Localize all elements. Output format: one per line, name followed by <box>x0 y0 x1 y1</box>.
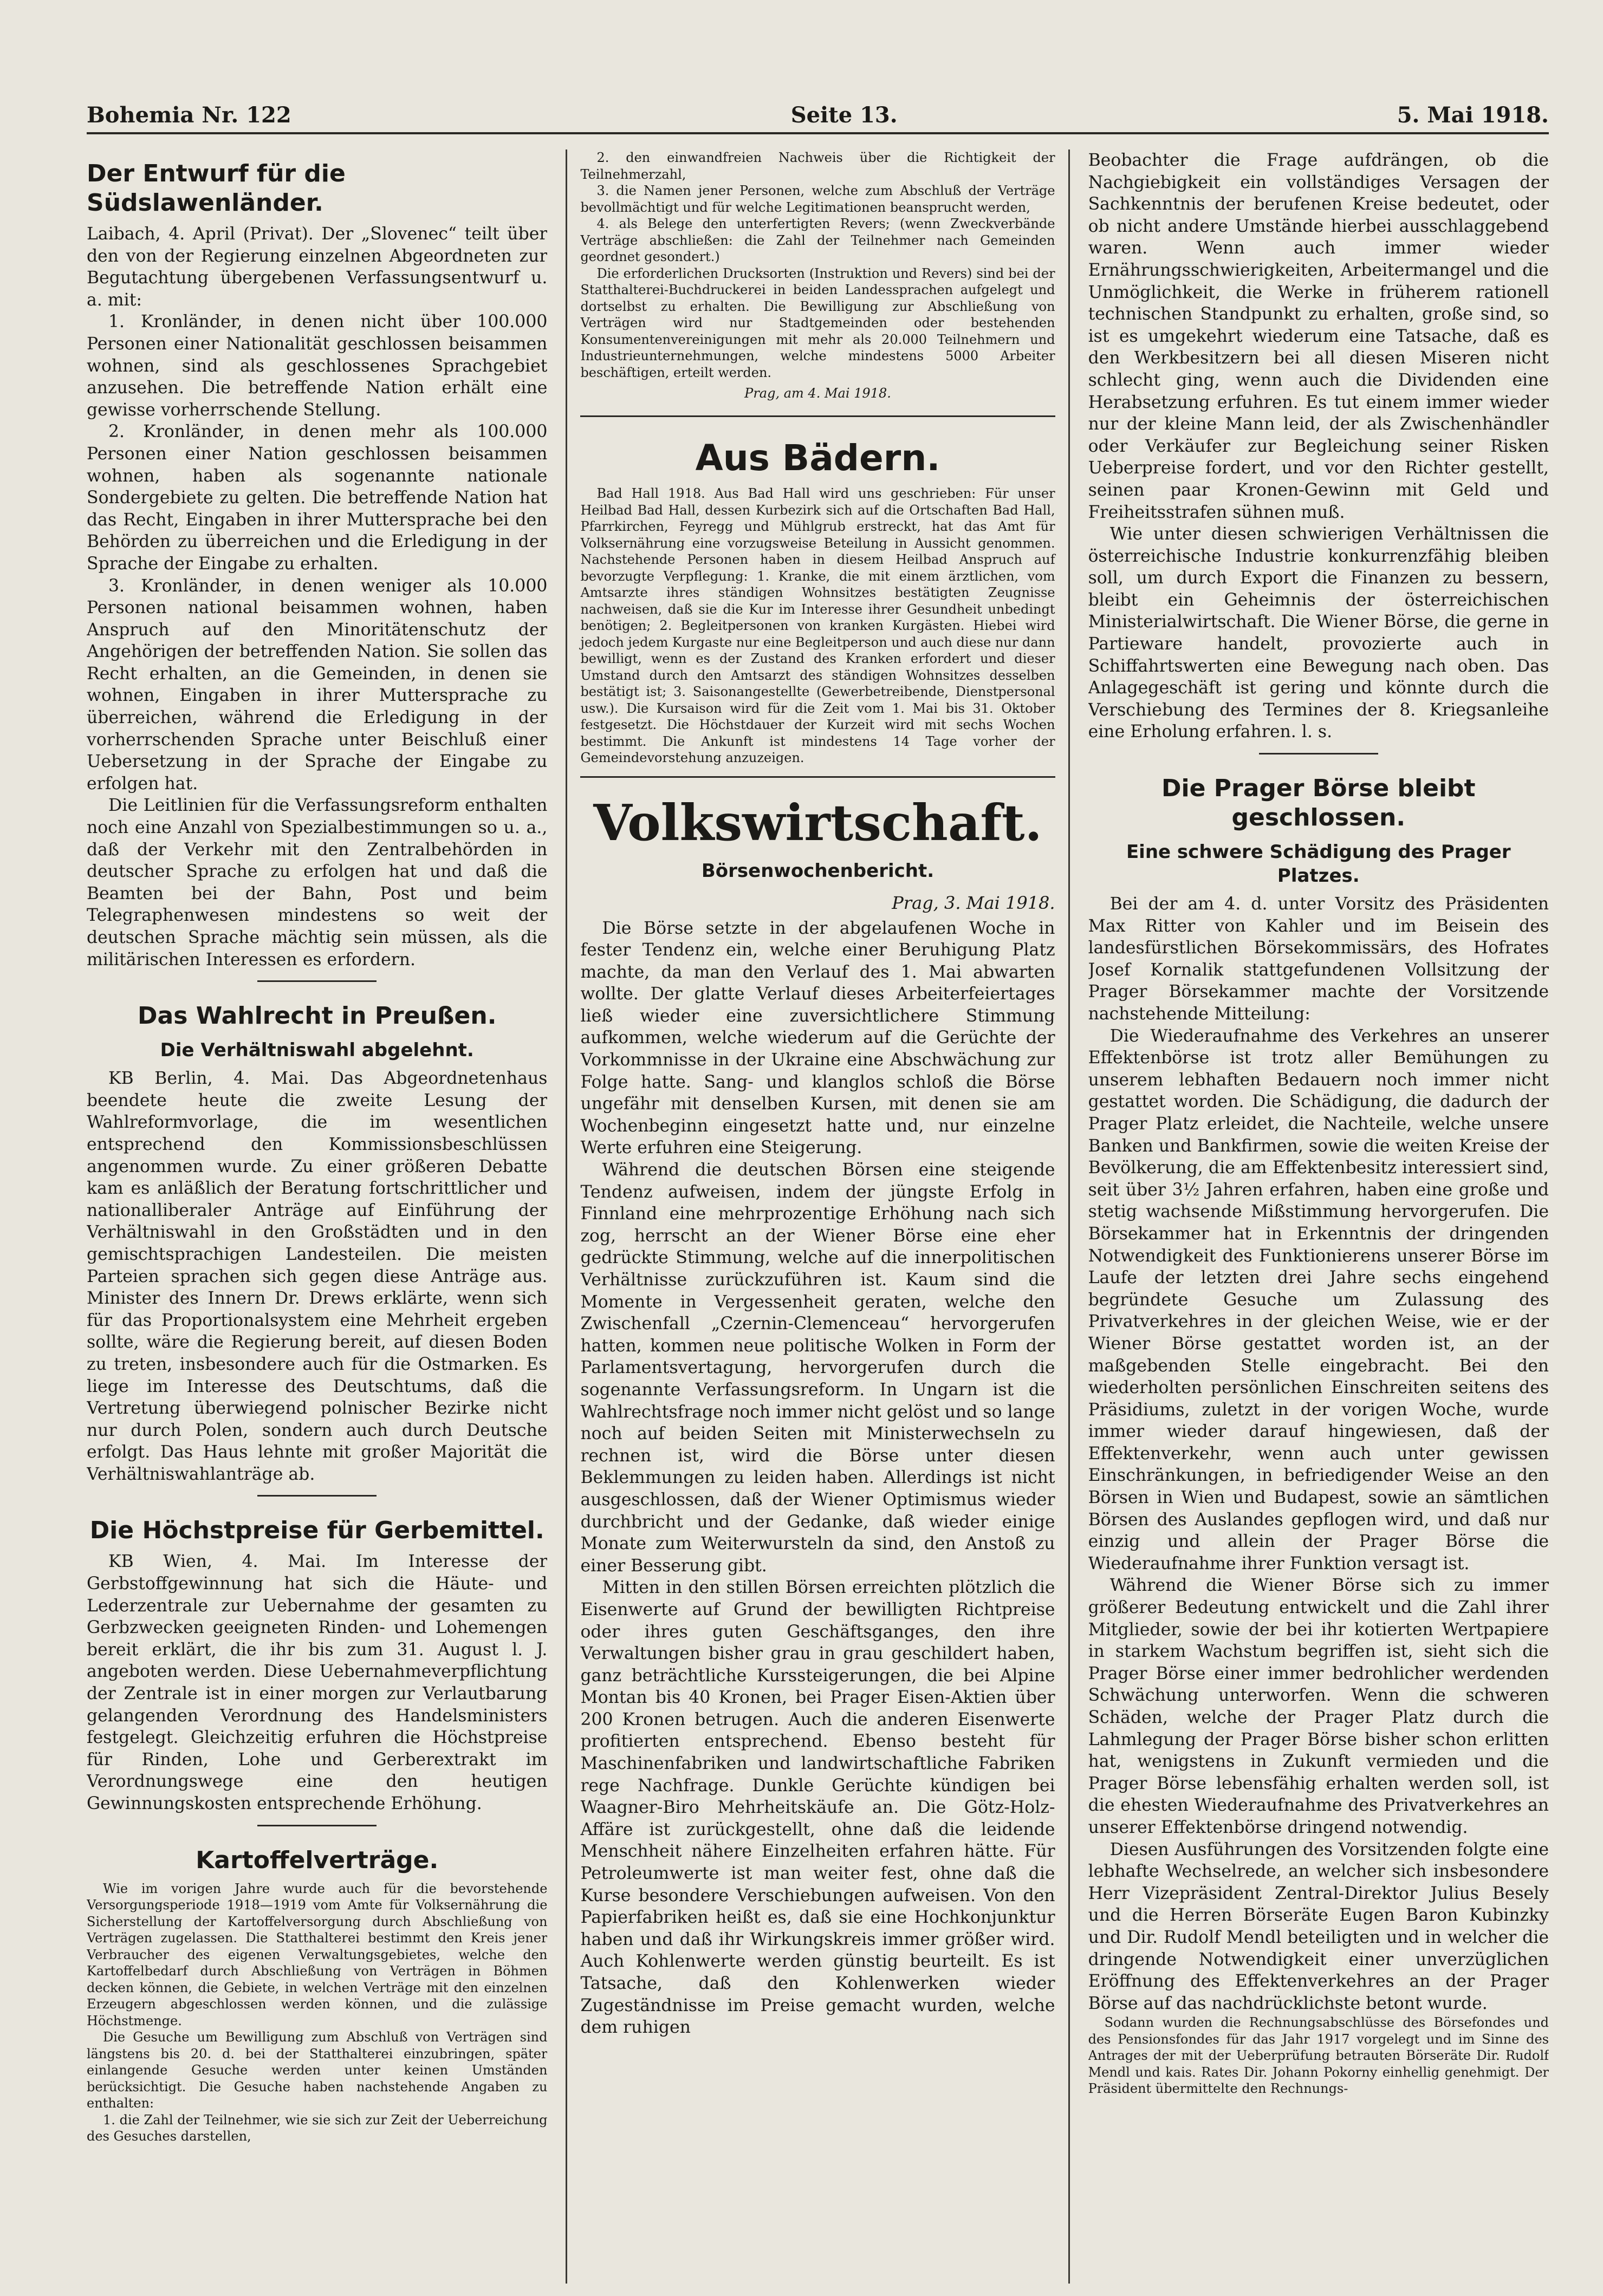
separator-rule <box>580 776 1055 778</box>
article-paragraph: Sodann wurden die Rechnungsabschlüsse des Börsefondes und des Pensionsfondes für das Jahr 1917 vorgelegt und im Sinne des Antrages der mit der Ueberprüfung betrauten Börseräte Dir. Rudolf Mendl und kais. Rates Dir. Johann Pokorny einhellig genehmigt. Der Präsident übermittelte den Rechnungs- <box>1088 2015 1549 2097</box>
article-paragraph: KB Berlin, 4. Mai. Das Abgeordnetenhaus beendete heute die zweite Lesung der Wahlreformvorlage, die im wesentlichen entsprechend den Kommissionsbeschlüssen angenommen wurde. Zu einer größeren Debatte kam es anläßlich der Beratung fortschrittlicher und nationalliberaler Anträge auf Einführung der Verhältniswahl in den Großstädten und in den gemischtsprachigen Landesteilen. Die meisten Parteien sprachen sich gegen diese Anträge aus. Minister des Innern Dr. Drews erklärte, wenn sich für das Proportionalsystem eine Mehrheit ergeben sollte, wäre die Regierung bereit, auf diesen Boden zu treten, insbesondere auch für die Ostmarken. Es liege im Interesse des Deutschtums, daß die Vertretung überwiegend polnischer Bezirke nicht nur durch Polen, sondern auch durch Deutsche erfolgt. Das Haus lehnte mit großer Majorität die Verhältniswahlanträge ab. <box>87 1069 548 1484</box>
article-paragraph: Die Börse setzte in der abgelaufenen Woche in fester Tendenz ein, welche einer Beruhigung Platz machte, da man den Verlauf des 1. Mai abwarten wollte. Der glatte Verlauf dieses Arbeiterfeiertages ließ wieder eine zuversichtlichere Stimmung aufkommen, welche wiederum auf die Gerüchte der Vorkommnisse in der Ukraine eine Abschwächung zur Folge hatte. Sang- und klanglos schloß die Börse ungefähr mit denselben Kursen, mit denen sie am Wochenbeginn eingesetzt hatte und, nur einzelne Werte erfuhren eine Steigerung. <box>580 918 1055 1158</box>
article-paragraph: 1. Kronländer, in denen nicht über 100.000 Personen einer Nationalität geschlossen beisammen wohnen, sind als geschlossenes Sprachgebiet anzusehen. Die betreffende Nation erhält eine gewisse vorherrschende Stellung. <box>87 312 548 420</box>
article-subtitle: Die Verhältniswahl abgelehnt. <box>160 1039 474 1062</box>
article-paragraph: Laibach, 4. April (Privat). Der „Slovenec“ teilt über den von der Regierung einzelnen Abgeordneten zur Begutachtung übergebenen Verfassungsentwurf u. a. mit: <box>87 224 548 310</box>
article-paragraph: Die Leitlinien für die Verfassungsreform enthalten noch eine Anzahl von Spezialbestimmungen so u. a., daß der Verkehr mit den Zentralbehörden in deutscher Sprache zu erfolgen hat und daß die Beamten bei der Bahn, Post und beim Telegraphenwesen mindestens so weit der deutschen Sprache mächtig sein müssen, als die militärischen Interessen es erfordern. <box>87 796 548 970</box>
article-paragraph: Während die deutschen Börsen eine steigende Tendenz aufweisen, indem der jüngste Erfolg in Finnland eine mehrprozentige Erhöhung nach sich zog, herrscht an der Wiener Börse eine eher gedrückte Stimmung, welche auf die innerpolitischen Verhältnisse zurückzuführen ist. Kaum sind die Momente in Vergessenheit geraten, welche den Zwischenfall „Czernin-Clemenceau“ hervorgerufen hatten, kommen neue politische Wolken in Form der Parlamentsvertagung, hervorgerufen durch die sogenannte Verfassungsreform. In Ungarn ist die Wahlrechtsfrage noch immer nicht gelöst und so lange noch auf beiden Seiten mit Ministerwechseln zu rechnen ist, wird die Börse unter diesen Beklemmungen zu leiden haben. Allerdings ist nicht ausgeschlossen, daß der Wiener Optimismus wieder durchbricht und der Gedanke, daß wieder einige Monate zum Weiterwursteln da sind, den Anstoß zu einer Besserung gibt. <box>580 1160 1055 1576</box>
article-paragraph: Die Gesuche um Bewilligung zum Abschluß von Verträgen sind längstens bis 20. d. bei der Statthalterei einzubringen, später einlangende Gesuche werden unter keinen Umständen berücksichtigt. Die Gesuche haben nachstehende Angaben zu enthalten: <box>87 2030 548 2111</box>
article-title: Aus Bädern. <box>695 437 940 479</box>
article-paragraph: 2. Kronländer, in denen mehr als 100.000 Personen einer Nation geschlossen beisammen wohnen, haben als sogenannte nationale Sondergebiete zu gelten. Die betreffende Nation hat das Recht, Eingaben in ihrer Muttersprache bei den Behörden zu überreichen und die Erledigung in der Sprache der Eingabe zu erhalten. <box>87 422 548 574</box>
article-paragraph: Wie im vorigen Jahre wurde auch für die bevorstehende Versorgungsperiode 1918—1919 vom Amte für Volksernährung die Sicherstellung der Kartoffelversorgung durch Abschließung von Verträgen zugelassen. Die Statthalterei bestimmt den Kreis jener Verbraucher des eigenen Verwaltungsgebietes, welche den Kartoffelbedarf durch Abschließung von Verträgen in Böhmen decken können, die Gebiete, in welchen Verträge mit den einzelnen Erzeugern abgeschlossen werden können, und die zulässige Höchstmenge. <box>87 1881 548 2028</box>
article-paragraph: 3. die Namen jener Personen, welche zum Abschluß der Verträge bevollmächtigt und für welche Legitimationen beansprucht werden, <box>580 183 1055 215</box>
dateline: Prag, am 4. Mai 1918. <box>744 386 891 401</box>
separator-rule <box>580 415 1055 417</box>
column-3 <box>1088 149 1549 2284</box>
article-paragraph: 4. als Belege den unterfertigten Revers; (wenn Zweckverbände Verträge abschließen: die Zahl der Teilnehmer nach Gemeinden geordnet gesondert.) <box>580 216 1055 264</box>
article-paragraph: Während die Wiener Börse sich zu immer größerer Bedeutung entwickelt und die Zahl ihrer Mitglieder, sowie der bei ihr kotierten Wertpapiere in starkem Wachstum begriffen ist, sieht sich die Prager Börse einer immer bedrohlicher werdenden Schwächung unterworfen. Wenn die schweren Schäden, welche der Prager Platz durch die Lahmlegung der Prager Börse bisher schon erlitten hat, wenigstens in Zukunft vermieden und die Prager Börse lebensfähig erhalten werden soll, ist die ehesten Wiederaufnahme des Privatverkehres an unserer Effektenbörse dringend notwendig. <box>1088 1576 1549 1837</box>
header-page-number: Seite 13. <box>790 102 898 128</box>
separator-rule <box>257 980 377 982</box>
separator-rule <box>1259 753 1378 755</box>
article-subtitle: Börsenwochenbericht. <box>701 860 934 882</box>
article-title: Die Prager Börse bleibt geschlossen. <box>1161 775 1476 832</box>
article-subtitle: Eine schwere Schädigung des Prager Platzes. <box>1126 841 1511 887</box>
column-1 <box>87 149 547 2284</box>
article-paragraph: 2. den einwandfreien Nachweis über die Richtigkeit der Teilnehmerzahl, <box>580 150 1055 182</box>
article-paragraph: Diesen Ausführungen des Vorsitzenden folgte eine lebhafte Wechselrede, an welcher sich insbesondere Herr Vizepräsident Zentral-Direktor Julius Besely und die Herren Börseräte Eugen Baron Kubinzky und Dir. Rudolf Mendl beteiligten und in welcher die dringende Notwendigkeit einer unverzüglichen Eröffnung des Effektenverkehres an der Prager Börse auf das nachdrücklichste betont wurde. <box>1088 1839 1549 2013</box>
header-paper-issue: Bohemia Nr. 122 <box>87 102 291 128</box>
article-title: Der Entwurf für die Südslawenländer. <box>87 160 346 217</box>
columns <box>87 149 1549 2284</box>
article-paragraph: Bad Hall 1918. Aus Bad Hall wird uns geschrieben: Für unser Heilbad Bad Hall, dessen Kurbezirk sich auf die Ortschaften Bad Hall, Pfarrkirchen, Feyregg und Mühlgrub erstreckt, hat das Amt für Volksernährung eine vorzugsweise Beteilung in Aussicht genommen. Nachstehende Personen haben in diesem Heilbad Anspruch auf bevorzugte Verpflegung: 1. Kranke, die mit einem ärztlichen, vom Amtsarzte ihres ständigen Wohnsitzes bestätigten Zeugnisse nachweisen, daß sie die Kur im Interesse ihrer Gesundheit unbedingt benötigen; 2. Begleitpersonen von kranken Kurgästen. Hiebei wird jedoch jedem Kurgaste nur eine Begleitperson und auch diese nur dann bewilligt, wenn es der Zustand des Kranken erfordert und dieser Umstand durch den Amtsarzt des ständigen Wohnsitzes desselben bestätigt ist; 3. Saisonangestellte (Gewerbetreibende, Dienstpersonal usw.). Die Kursaison wird für die Zeit vom 1. Mai bis 31. Oktober festgesetzt. Die Höchstdauer der Kurzeit wird mit sechs Wochen bestimmt. Die Ankunft ist mindestens 14 Tage vorher der Gemeindevorstehung anzuzeigen. <box>580 486 1055 765</box>
article-paragraph: 1. die Zahl der Teilnehmer, wie sie sich zur Zeit der Ueberreichung des Gesuches darstellen, <box>87 2112 548 2144</box>
section-heading: Volkswirtschaft. <box>593 793 1042 852</box>
separator-rule <box>257 1825 377 1826</box>
article-paragraph: KB Wien, 4. Mai. Im Interesse der Gerbstoffgewinnung hat sich die Häute- und Lederzentrale zur Uebernahme der gesamten zu Gerbzwecken geeigneten Rinden- und Lohemengen bereit erklärt, die ihr bis zum 31. August l. J. angeboten werden. Diese Uebernahmeverpflichtung der Zentrale ist in einer morgen zur Verlautbarung gelangenden Verordnung des Handelsministers festgelegt. Gleichzeitig erfuhren die Höchstpreise für Rinden, Lohe und Gerberextrakt im Verordnungswege eine den heutigen Gewinnungskosten entsprechende Erhöhung. <box>87 1552 548 1813</box>
column-2 <box>566 149 1069 2284</box>
article-title: Die Höchstpreise für Gerbemittel. <box>89 1517 544 1545</box>
article-paragraph: Wie unter diesen schwierigen Verhältnissen die österreichische Industrie konkurrenzfähig bleiben soll, um durch Export die Finanzen zu bessern, bleibt ein Geheimnis der österreichischen Ministerialwirtschaft. Die Wiener Börse, die gerne in Partieware handelt, provozierte auch in Schiffahrtswerten eine Bewegung nach oben. Das Anlagegeschäft ist gering und könnte durch die Verschiebung des Termines der 8. Kriegsanleihe eine Erholung erfahren. l. s. <box>1088 524 1549 742</box>
article-paragraph: Beobachter die Frage aufdrängen, ob die Nachgiebigkeit ein vollständiges Versagen der Sachkenntnis der berufenen Kreise bedeutet, oder ob nicht andere Umstände hierbei ausschlaggebend waren. Wenn auch immer wieder Ernährungsschwierigkeiten, Arbeitermangel und die Unmöglichkeit, die Werke in früherem rationell technischen Standpunkt zu erhalten, große sind, so ist es umgekehrt wiederum eine Tatsache, daß es den Werkbesitzern bei all diesen Miseren nicht schlecht ging, wenn auch die Dividenden eine Herabsetzung erfuhren. Es tut einem immer wieder nur der kleine Mann leid, der als Zwischenhändler oder Verkäufer zur Begleichung seiner Risken Ueberpreise fordert, und vor den Richter gestellt, seinen paar Kronen-Gewinn mit Geld und Freiheitsstrafen sühnen muß. <box>1088 151 1549 522</box>
article-title: Das Wahlrecht in Preußen. <box>137 1002 497 1030</box>
article-title: Kartoffelverträge. <box>196 1846 439 1874</box>
article-paragraph: 3. Kronländer, in denen weniger als 10.000 Personen national beisammen wohnen, haben Anspruch auf den Minoritätenschutz der Angehörigen der betreffenden Nation. Sie sollen das Recht erhalten, an die Gemeinden, in denen sie wohnen, Eingaben in ihrer Muttersprache zu überreichen, während die Erledigung in der vorherrschenden Sprache unter Beischluß einer Uebersetzung in der Sprache der Eingabe zu erfolgen hat. <box>87 576 548 793</box>
separator-rule <box>257 1495 377 1497</box>
article-paragraph: Mitten in den stillen Börsen erreichten plötzlich die Eisenwerte auf Grund der bewilligten Richtpreise oder ihres guten Geschäftsganges, den ihre Verwaltungen bisher grau in grau geschildert haben, ganz beträchtliche Kurssteigerungen, die bei Alpine Montan bis 40 Kronen, bei Prager Eisen-Aktien über 200 Kronen betrugen. Auch die anderen Eisenwerte profitierten entsprechend. Ebenso besteht für Maschinenfabriken und landwirtschaftliche Fabriken rege Nachfrage. Dunkle Gerüchte kündigen bei Waagner-Biro Mehrheitskäufe an. Die Götz-Holz-Affäre ist zurückgestellt, ohne daß die leidende Menschheit nähere Einzelheiten erfahren hätte. Für Petroleumwerte ist man weiter fest, ohne daß die Kurse besondere Verschiebungen aufweisen. Von den Papierfabriken heißt es, daß sie eine Hochkonjunktur haben und daß ihr Wirkungskreis immer größer wird. Auch Kohlenwerte werden günstig beurteilt. Es ist Tatsache, daß den Kohlenwerken wieder Zugeständnisse im Preise gemacht wurden, welche dem ruhigen <box>580 1578 1055 2038</box>
article-paragraph: Die Wiederaufnahme des Verkehres an unserer Effektenbörse ist trotz aller Bemühungen zu unserem lebhaften Bedauern noch immer nicht gestattet worden. Die Schädigung, die dadurch der Prager Platz erleidet, die Nachteile, welche unsere Banken und Bankfirmen, sowie die weiten Kreise der Bevölkerung, die am Effektenbesitz interessiert sind, seit über 3½ Jahren erfahren, haben eine große und stetig wachsende Mißstimmung hervorgerufen. Die Börsekammer hat in Erkenntnis der dringenden Notwendigkeit des Funktionierens unserer Börse im Laufe der letzten drei Jahre sechs eingehend begründete Gesuche um Zulassung des Privatverkehres in der gleichen Weise, wie er der Wiener Börse gestattet worden ist, an der maßgebenden Stelle eingebracht. Bei den wiederholten persönlichen Einschreiten seitens des Präsidiums, zuletzt in der vorigen Woche, wurde immer wieder darauf hingewiesen, daß der Effektenverkehr, wenn auch unter gewissen Einschränkungen, in befriedigender Weise an den Börsen in Wien und Budapest, sowie an sämtlichen Börsen des Auslandes gepflogen wird, und daß nur einzig und allein der Prager Börse die Wiederaufnahme ihrer Funktion versagt ist. <box>1088 1026 1549 1573</box>
dateline: Prag, 3. Mai 1918. <box>892 892 1055 913</box>
header-date: 5. Mai 1918. <box>1397 102 1549 128</box>
article-paragraph: Die erforderlichen Drucksorten (Instruktion und Revers) sind bei der Statthalterei-Buchdruckerei in beiden Landessprachen aufgelegt und dortselbst zu erhalten. Die Bewilligung zur Abschließung von Verträgen wird nur Stadtgemeinden oder bestehenden Konsumentenvereinigungen mit mehr als 20.000 Teilnehmern und Industrieunternehmungen, welche mindestens 5000 Arbeiter beschäftigen, erteilt werden. <box>580 265 1055 380</box>
article-paragraph: Bei der am 4. d. unter Vorsitz des Präsidenten Max Ritter von Kahler und im Beisein des landesfürstlichen Börsekommissärs, des Hofrates Josef Kornalik stattgefundenen Vollsitzung der Prager Börsekammer machte der Vorsitzende nachstehende Mitteilung: <box>1088 894 1549 1024</box>
page-header <box>87 103 1549 134</box>
